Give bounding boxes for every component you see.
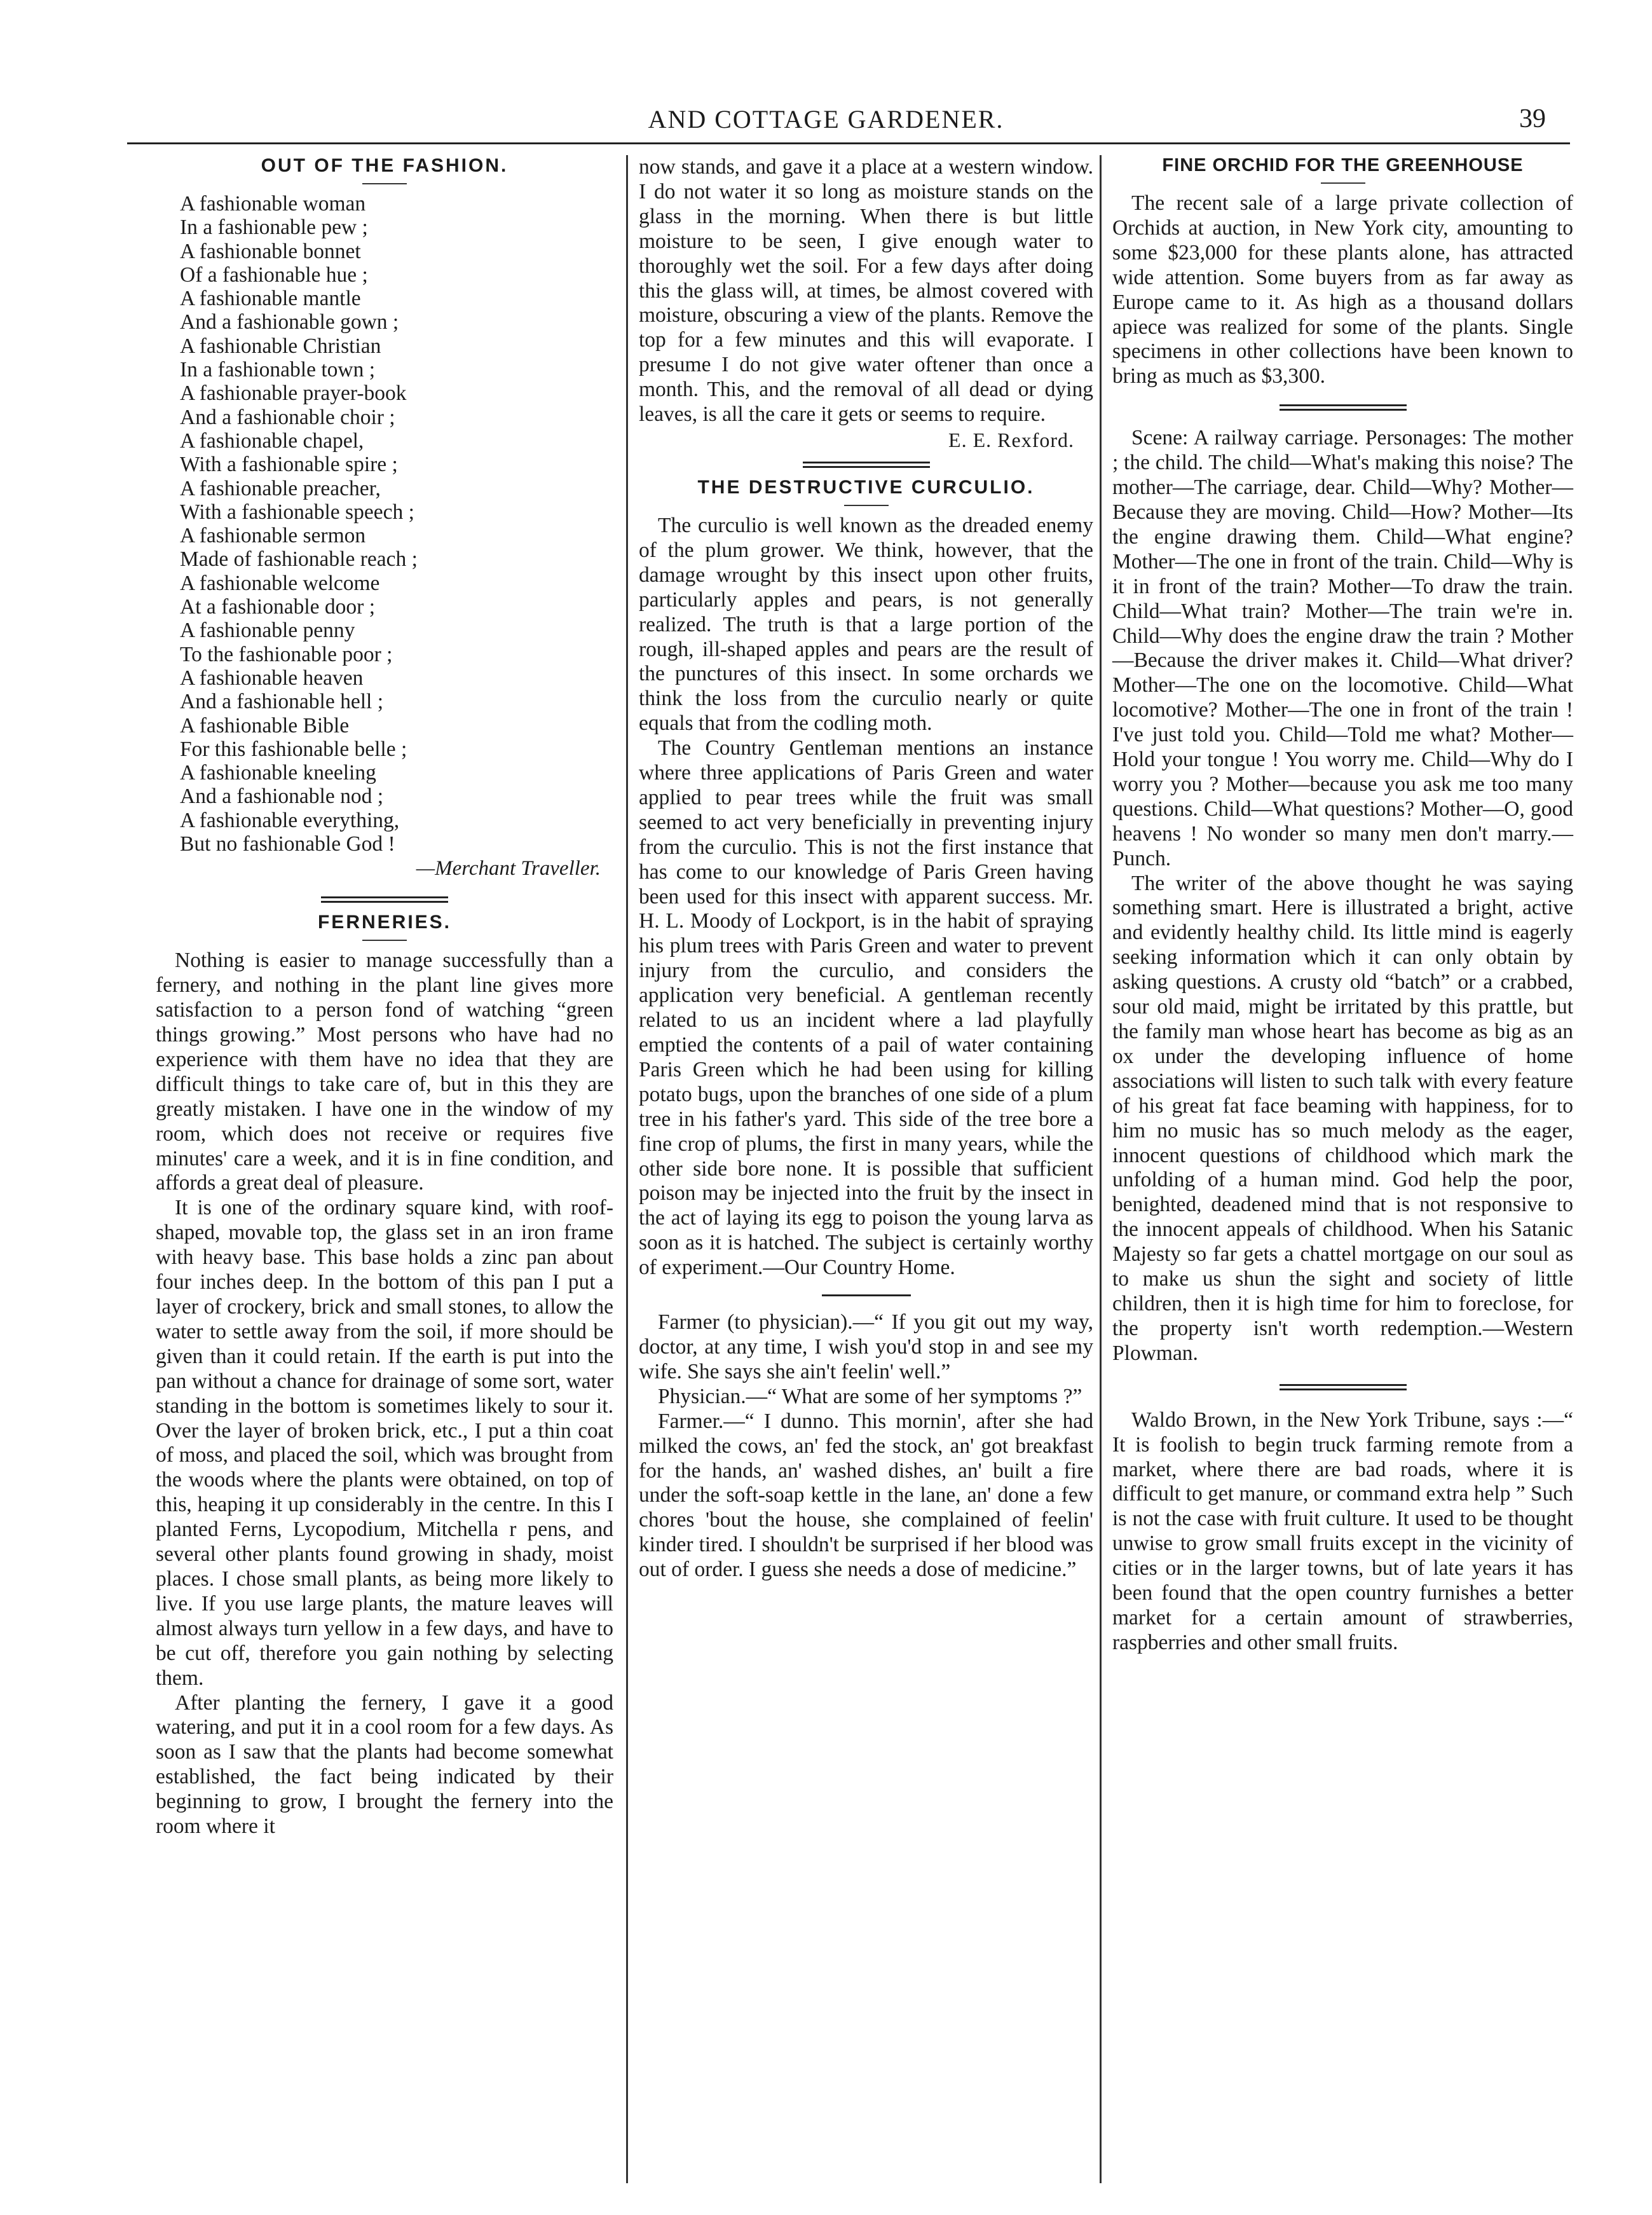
poem-line: And a fashionable hell ; bbox=[180, 690, 384, 714]
poem-line: With a fashionable spire ; bbox=[180, 453, 398, 477]
column-divider-1 bbox=[626, 155, 628, 2183]
column-1 bbox=[156, 155, 613, 1839]
page-number: 39 bbox=[1519, 104, 1546, 134]
poem-line: To the fashionable poor ; bbox=[180, 642, 393, 666]
poem-line: For this fashionable belle ; bbox=[180, 737, 407, 761]
poem-line: A fashionable bonnet bbox=[180, 239, 361, 263]
poem-line: A fashionable Bible bbox=[180, 713, 350, 737]
poem-line: A fashionable penny bbox=[180, 619, 355, 643]
section-rule bbox=[1280, 1384, 1407, 1390]
poem-line: A fashionable chapel, bbox=[180, 429, 364, 453]
poem-line: And a fashionable choir ; bbox=[180, 405, 395, 429]
poem-line: A fashionable prayer-book bbox=[180, 381, 407, 406]
poem-line: In a fashionable town ; bbox=[180, 358, 375, 382]
ferneries-continued-paragraph: now stands, and gave it a place at a western window. I do not water it so long as moisture stands on the glass in the morning. When there is but little moisture to be seen, I give enough water to thoroughly wet the soil. For a few days after doing this the glass will, at times, be almost covered with moisture, obscuring a view of the plants. Remove the top for a few minutes and this will evaporate. I presume I do not give water oftener than once a month. This, and the removal of all dead or dying leaves, is all the care it gets or seems to require. bbox=[639, 155, 1093, 427]
poem-line: Of a fashionable hue ; bbox=[180, 263, 368, 287]
column-2 bbox=[639, 155, 1093, 1582]
poem-line: A fashionable kneeling bbox=[180, 761, 376, 785]
header-rule bbox=[127, 142, 1570, 144]
ferneries-signature: E. E. Rexford. bbox=[948, 428, 1074, 451]
column-3 bbox=[1112, 155, 1573, 1656]
section-rule bbox=[803, 462, 930, 468]
orchid-paragraph: The recent sale of a large private collection of Orchids at auction, in New York city, amounting to some $23,000 for these plants alone, has attracted wide attention. Some buyers from as far away as Europe came to it. As high as a thousand dollars apiece was realized for some of the plants. Single specimens in other collections have been known to bring as much as $3,300. bbox=[1112, 191, 1573, 388]
curculio-paragraph-2: The Country Gentleman mentions an instance where three applications of Paris Green and water applied to pear trees while the fruit was small seemed to act very beneficially in preventing injury from the curculio. This is not the first instance that has come to our knowledge of Paris Green having been used for this insect with apparent success. Mr. H. L. Moody of Lockport, is in the habit of spraying his plum trees with Paris Green and water to prevent injury from the curculio, and considers the application very beneficial. A gentleman recently related to us an incident where a lad playfully emptied the contents of a pail of water containing Paris Green which he had been using for killing potato bugs, upon the branches of one side of a plum tree in his father's yard. This side of the tree bore a fine crop of plums, the first in many years, while the other side bore none. It is possible that sufficient poison may be injected into the fruit by the insect in the act of laying its egg to poison the young larva as soon as it is hatched. The subject is certainly worthy of experiment.—Our Country Home. bbox=[639, 736, 1093, 1280]
poem-title: OUT OF THE FASHION. bbox=[261, 155, 509, 176]
poem-line: A fashionable welcome bbox=[180, 571, 380, 595]
curculio-title: THE DESTRUCTIVE CURCULIO. bbox=[697, 476, 1035, 498]
poem-line: A fashionable woman bbox=[180, 192, 366, 216]
poem-line: A fashionable heaven bbox=[180, 666, 364, 690]
poem-line: But no fashionable God ! bbox=[180, 832, 395, 856]
orchid-title: FINE ORCHID FOR THE GREENHOUSE bbox=[1162, 155, 1524, 175]
short-rule bbox=[362, 940, 407, 941]
poem-line: A fashionable sermon bbox=[180, 524, 366, 548]
poem-line: And a fashionable gown ; bbox=[180, 310, 399, 334]
poem-line: A fashionable Christian bbox=[180, 334, 381, 358]
scene-paragraph: Scene: A railway carriage. Personages: The mother ; the child. The child—What's making this noise? The mother—The carriage, dear. Child—Why? Mother—Because they are moving. Child—How? Mother—Its the engine drawing them. Child—What engine? Mother—The one in front of the train. Child—Why is it in front of the train? Mother—To draw the train. Child—What train? Mother—The train we're in. Child—Why does the engine draw the train ? Mother—Because the driver makes it. Child—What driver? Mother—The one on the locomotive. Child—What locomotive? Mother—The one in front of the train ! I've just told you. Child—Told me what? Mother—Hold your tongue ! You worry me. Child—Why do I worry you ? Mother—because you ask me too many questions. Child—What questions? Mother—O, good heavens ! No wonder so many men don't marry.—Punch. bbox=[1112, 426, 1573, 870]
ferneries-title: FERNERIES. bbox=[317, 912, 452, 933]
section-rule bbox=[822, 1294, 911, 1296]
poem-line: Made of fashionable reach ; bbox=[180, 547, 418, 572]
farmer-paragraph-3: Farmer.—“ I dunno. This mornin', after she had milked the cows, an' fed the stock, an' got breakfast for the hands, an' washed dishes, an' built a fire under the soft-soap kettle in the lane, an' done a few chores 'bout the house, she complained of feelin' kinder tired. I shouldn't be surprised if her blood was out of order. I guess she needs a dose of medicine.” bbox=[639, 1409, 1093, 1582]
ferneries-paragraph-3: After planting the fernery, I gave it a good watering, and put it in a cool room for a few days. As soon as I saw that the plants had become somewhat established, the fact being indicated by their beginning to grow, I brought the fernery into the room where it bbox=[156, 1690, 613, 1839]
farmer-paragraph-1: Farmer (to physician).—“ If you git out my way, doctor, at any time, I wish you'd stop in and see my wife. She says she ain't feelin' well.” bbox=[639, 1310, 1093, 1383]
poem-line: With a fashionable speech ; bbox=[180, 500, 414, 524]
poem-line: At a fashionable door ; bbox=[180, 595, 375, 619]
poem-line: A fashionable everything, bbox=[180, 808, 400, 832]
short-rule bbox=[362, 183, 407, 184]
poem-body bbox=[180, 192, 613, 856]
section-rule bbox=[321, 896, 448, 903]
writer-paragraph: The writer of the above thought he was saying something smart. Here is illustrated a bright, active and evidently healthy child. Its little mind is eagerly seeking information which it can only obtain by asking questions. A crusty old “batch” or a crabbed, sour old maid, might be irritated by this prattle, but the family man whose heart has become as big as an ox under the developing influence of home associations will listen to such talk with every feature of his great fat face beaming with happiness, for to him no music has so much melody as the eager, innocent questions of childhood which mark the unfolding of a human mind. God help the poor, benighted, deadened mind that is not responsive to the innocent appeals of childhood. When his Satanic Majesty so far gets a chattel mortgage on our soul as to make us shun the sight and society of little children, then it is high time for him to foreclose, for the property isn't worth redemption.—Western Plowman. bbox=[1112, 871, 1573, 1365]
running-header-title: AND COTTAGE GARDENER. bbox=[648, 105, 1004, 134]
poem-line: A fashionable mantle bbox=[180, 287, 361, 311]
short-rule bbox=[1321, 182, 1365, 184]
poem-line: A fashionable preacher, bbox=[180, 476, 381, 500]
ferneries-paragraph-1: Nothing is easier to manage successfully than a fernery, and nothing in the plant line gives more satisfaction to a person fond of watching “green things growing.” Most persons who have had no experience with them have no idea that they are difficult things to take care of, but in this they are greatly mistaken. I have one in the window of my room, which does not receive or requires five minutes' care a week, and it is in fine condition, and affords a great deal of pleasure. bbox=[156, 949, 613, 1195]
poem-line: In a fashionable pew ; bbox=[180, 216, 368, 240]
waldo-paragraph: Waldo Brown, in the New York Tribune, says :—“ It is foolish to begin truck farming remote from a market, where there are bad roads, where it is difficult to get manure, or command extra help ” Such is not the case with fruit culture. It used to be thought unwise to grow small fruits except in the vicinity of cities or in the larger towns, but of late years it has been found that the open country furnishes a better market for a certain amount of strawberries, raspberries and other small fruits. bbox=[1112, 1408, 1573, 1654]
poem-credit: —Merchant Traveller. bbox=[416, 857, 601, 881]
ferneries-paragraph-2: It is one of the ordinary square kind, with roof-shaped, movable top, the glass set in an iron frame with heavy base. This base holds a zinc pan about four inches deep. In the bottom of this pan I put a layer of crockery, brick and small stones, to allow the water to settle away from the soil, if more should be given than it could retain. If the earth is put into the pan without a chance for drainage of some sort, water standing in the bottom is sometimes likely to sour it. Over the layer of broken brick, etc., I put a thin coat of moss, and placed the soil, which was brought from the woods where the plants were obtained, on top of this, heaping it up considerably in the centre. In this I planted Ferns, Lycopodium, Mitchella r pens, and several other plants found growing in shady, moist places. I chose small plants, as being more likely to live. If you use large plants, the mature leaves will almost always turn yellow in a few days, and have to be cut off, therefore you gain nothing by selecting them. bbox=[156, 1196, 613, 1690]
section-rule bbox=[1280, 404, 1407, 411]
poem-line: And a fashionable nod ; bbox=[180, 785, 384, 809]
curculio-paragraph-1: The curculio is well known as the dreaded enemy of the plum grower. We think, however, that the damage wrought by this insect upon other fruits, particularly apples and pears, is not generally realized. The truth is that a large portion of the rough, ill-shaped apples and pears are the result of the punctures of this insect. In some orchards we think the loss from the curculio nearly or quite equals that from the codling moth. bbox=[639, 513, 1093, 736]
short-rule bbox=[844, 505, 889, 506]
column-divider-2 bbox=[1100, 155, 1102, 2183]
farmer-paragraph-2: Physician.—“ What are some of her symptoms ?” bbox=[658, 1384, 1082, 1408]
